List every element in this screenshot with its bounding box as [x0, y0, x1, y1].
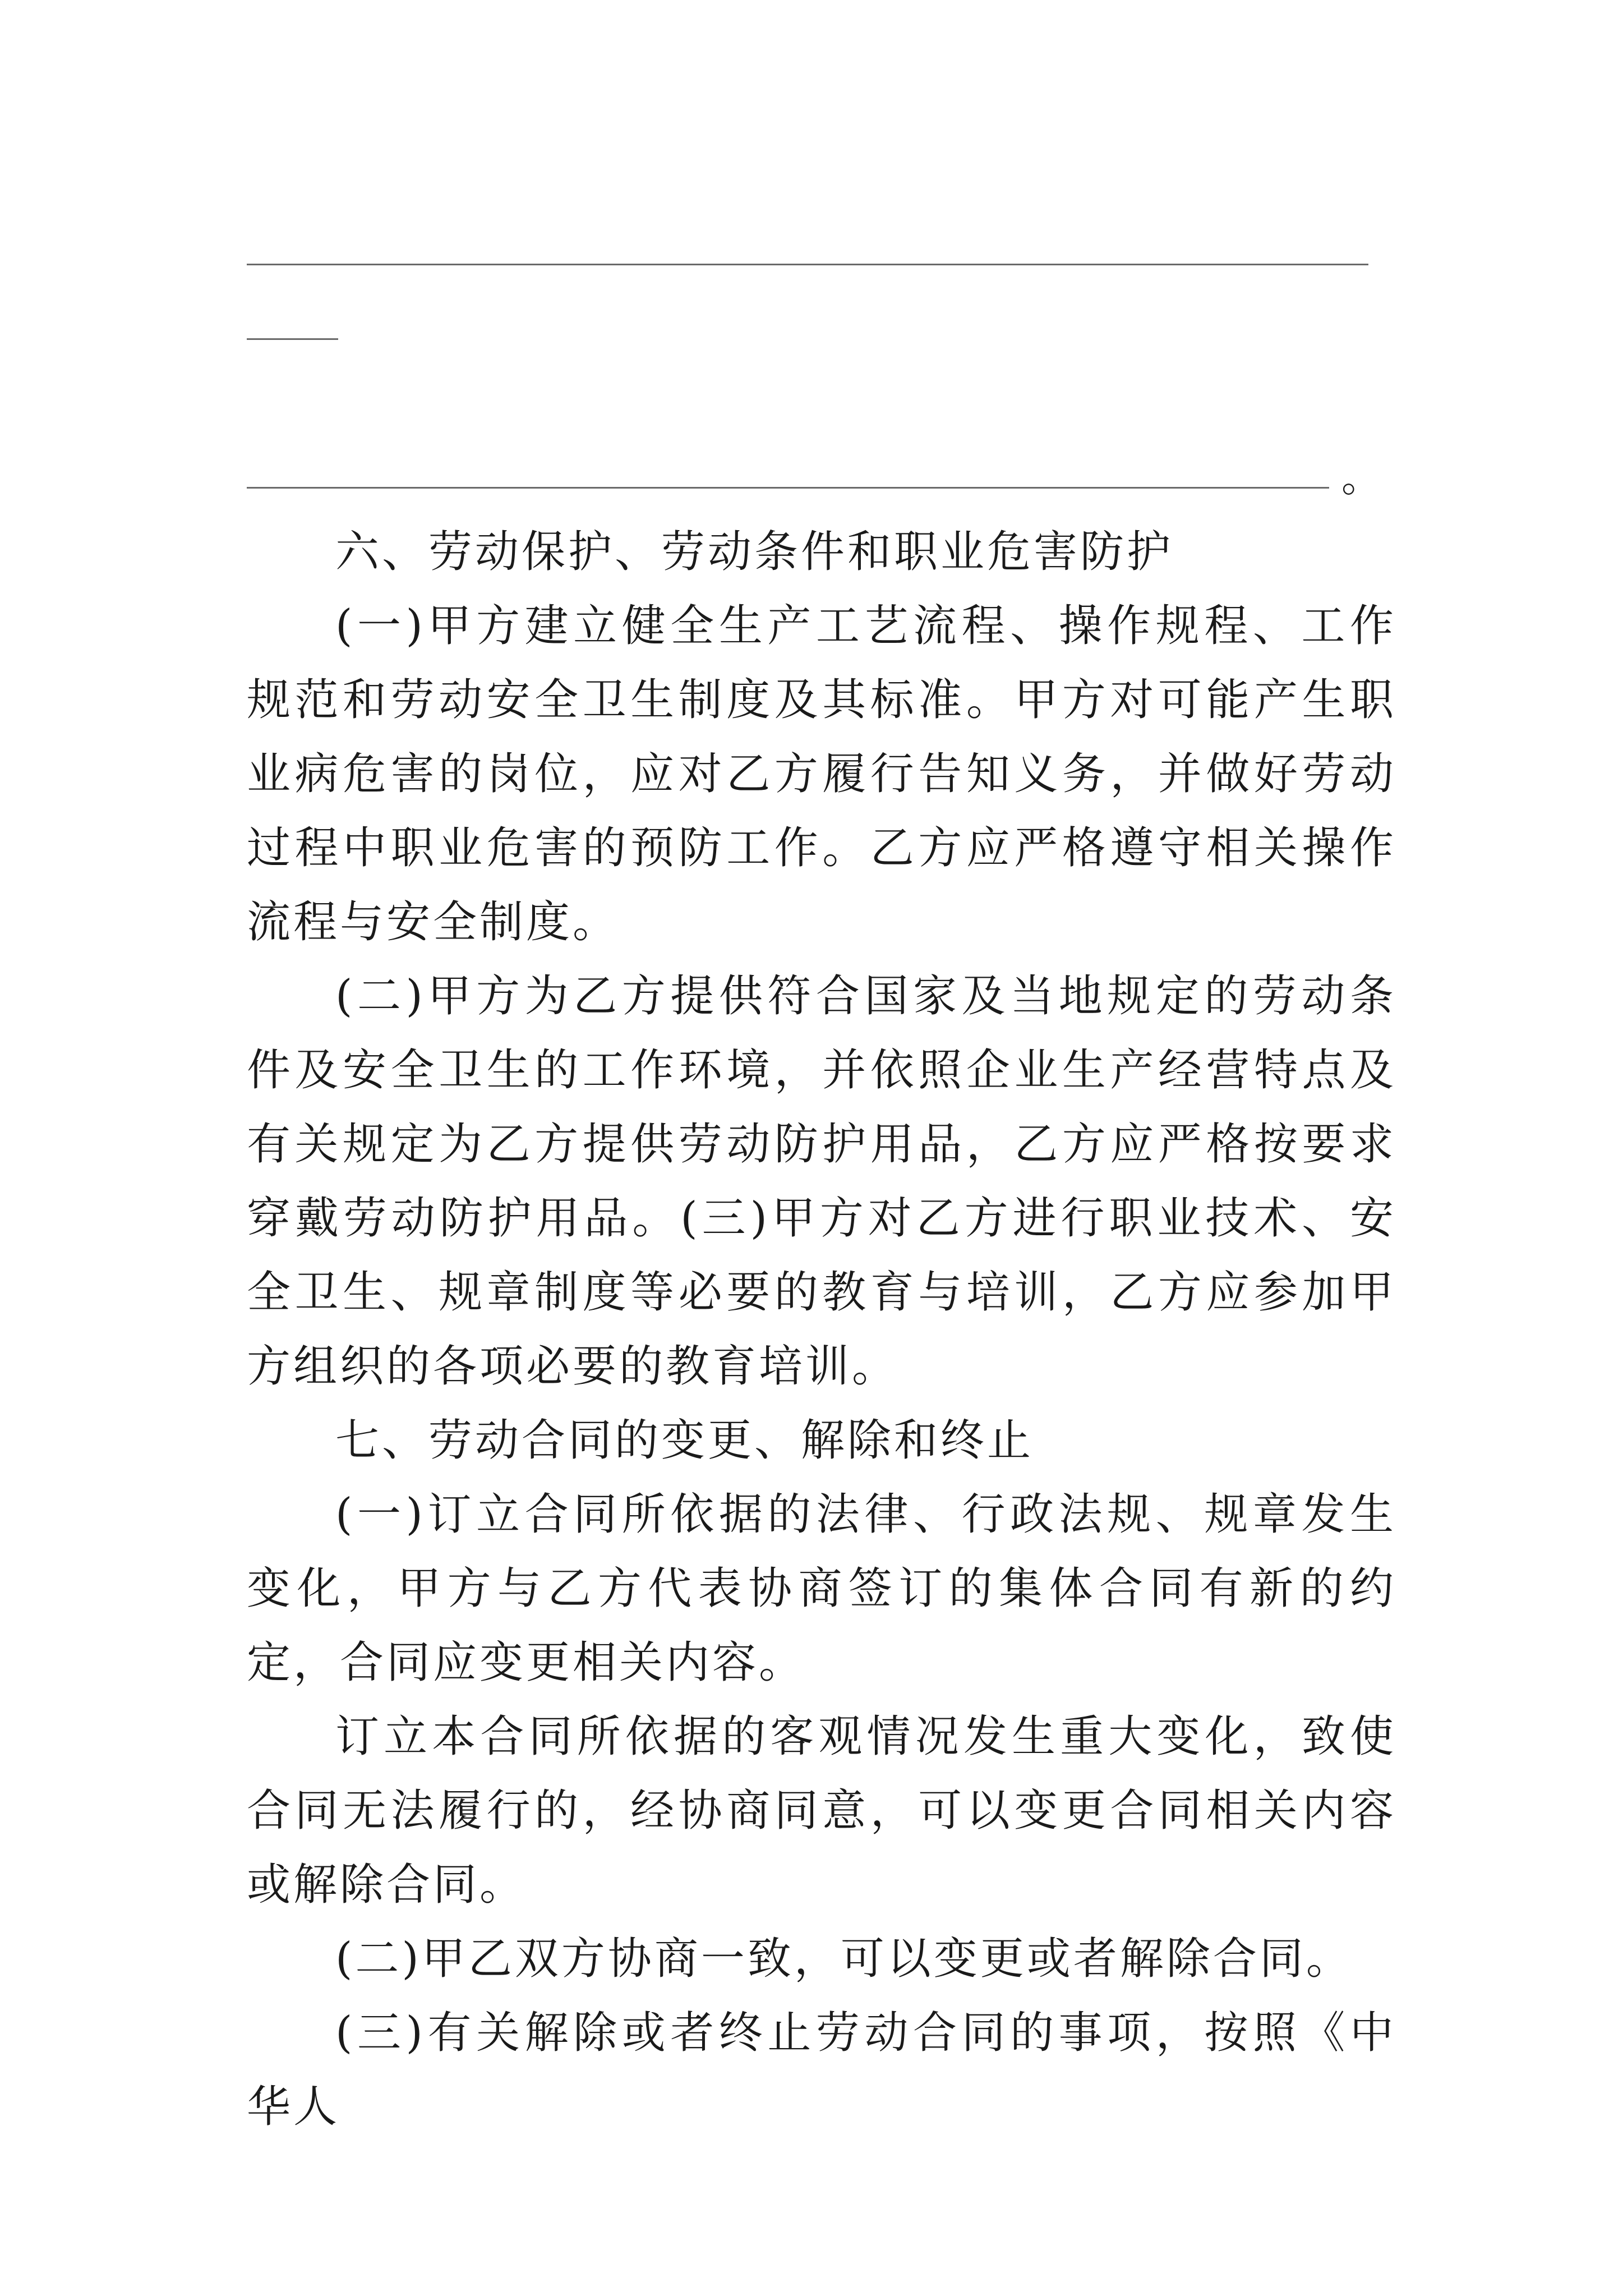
fill-in-blank-line — [247, 487, 1329, 489]
document-body — [247, 515, 1396, 2144]
paragraph: (二)甲乙双方协商一致，可以变更或者解除合同。 — [335, 1934, 1353, 1984]
paragraph: (一)订立合同所依据的法律、行政法规、规章发生变化，甲方与乙方代表协商签订的集体合同有新的约定，合同应变更相关内容。 — [247, 1489, 1396, 1688]
fill-in-blank-line — [247, 338, 338, 340]
blank-line-end-punctuation: 。 — [1341, 455, 1381, 501]
section-heading-7: 七、劳动合同的变更、解除和终止 — [335, 1415, 1034, 1466]
fill-in-blank-line — [247, 264, 1368, 265]
section-heading-6: 六、劳动保护、劳动条件和职业危害防护 — [335, 527, 1174, 577]
paragraph: (一)甲方建立健全生产工艺流程、操作规程、工作规范和劳动安全卫生制度及其标准。甲方对可能产生职业病危害的岗位，应对乙方履行告知义务，并做好劳动过程中职业危害的预防工作。乙方应严格遵守相关操作流程与安全制度。 — [247, 601, 1396, 947]
paragraph: 订立本合同所依据的客观情况发生重大变化，致使合同无法履行的，经协商同意，可以变更合同相关内容或解除合同。 — [247, 1711, 1396, 1910]
paragraph: (二)甲方为乙方提供符合国家及当地规定的劳动条件及安全卫生的工作环境，并依照企业生产经营特点及有关规定为乙方提供劳动防护用品，乙方应严格按要求穿戴劳动防护用品。(三)甲方对乙方进行职业技术、安全卫生、规章制度等必要的教育与培训，乙方应参加甲方组织的各项必要的教育培训。 — [247, 971, 1396, 1392]
paragraph: (三)有关解除或者终止劳动合同的事项，按照《中华人 — [247, 2008, 1396, 2132]
